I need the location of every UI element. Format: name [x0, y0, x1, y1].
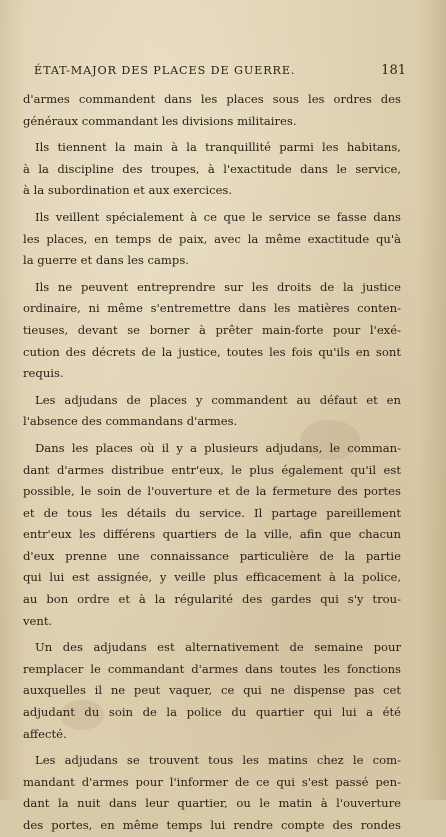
page-header [34, 64, 406, 82]
paragraph-first-line: Ils veillent spécialement à ce que le service se fasse dans [35, 209, 401, 224]
text-line: mandant d'armes pour l'informer de ce qui s'est passé pen- [23, 774, 401, 789]
text-line: au bon ordre et à la régularité des gardes qui s'y trou- [23, 592, 401, 607]
text-line: qui lui est assignée, y veille plus efficacement à la police, [23, 570, 401, 585]
text-line: auxquelles il ne peut vaquer, ce qui ne dispense pas cet [23, 683, 401, 698]
text-line: ordinaire, ni même s'entremettre dans les matières conten- [23, 301, 401, 316]
text-line: d'eux prenne une connaissance particulière de la partie [23, 548, 401, 563]
text-line: d'armes commandent dans les places sous les ordres des [23, 92, 401, 106]
text-line: remplacer le commandant d'armes dans toutes les fonctions [23, 661, 401, 676]
text-line: l'absence des commandans d'armes. [23, 414, 238, 429]
paragraph-first-line: Ils ne peuvent entreprendre sur les droits de la justice [35, 279, 401, 294]
paragraph-first-line: Les adjudans de places y commandent au défaut et en [35, 392, 401, 407]
body-text [23, 89, 401, 837]
page-number: 181 [381, 63, 406, 78]
text-line: cution des décrets de la justice, toutes les fois qu'ils en sont [23, 344, 401, 359]
text-line: des portes, en même temps lui rendre compte des rondes [23, 818, 401, 832]
paragraph-first-line: Un des adjudans est alternativement de semaine pour [35, 640, 401, 655]
text-line: entr'eux les différens quartiers de la ville, afin que chacun [23, 527, 401, 542]
text-line: dant la nuit dans leur quartier, ou le matin à l'ouverture [23, 796, 401, 811]
text-line: affecté. [23, 726, 67, 741]
running-head: ÉTAT-MAJOR DES PLACES DE GUERRE. [34, 64, 296, 77]
text-line: vent. [23, 613, 53, 628]
paragraph-first-line: Les adjudans se trouvent tous les matins chez le com- [35, 753, 401, 768]
text-line: généraux commandant les divisions militaires. [23, 113, 297, 128]
paragraph-first-line: Dans les places où il y a plusieurs adjudans, le comman- [35, 440, 401, 455]
text-line: la guerre et dans les camps. [23, 253, 189, 268]
text-line: dant d'armes distribue entr'eux, le plus également qu'il est [23, 462, 401, 477]
text-line: les places, en temps de paix, avec la même exactitude qu'à [23, 231, 401, 246]
text-line: possible, le soin de l'ouverture et de la fermeture des portes [23, 484, 401, 499]
paragraph-first-line: Ils tiennent la main à la tranquillité parmi les habitans, [35, 140, 401, 155]
text-line: à la discipline des troupes, à l'exactitude dans le service, [23, 161, 401, 176]
text-line: à la subordination et aux exercices. [23, 183, 233, 198]
text-line: et de tous les détails du service. Il partage pareillement [23, 505, 401, 520]
text-line: tieuses, devant se borner à prêter main-forte pour l'exé- [23, 322, 401, 337]
text-line: adjudant du soin de la police du quartier qui lui a été [23, 705, 401, 720]
text-line: requis. [23, 366, 64, 381]
